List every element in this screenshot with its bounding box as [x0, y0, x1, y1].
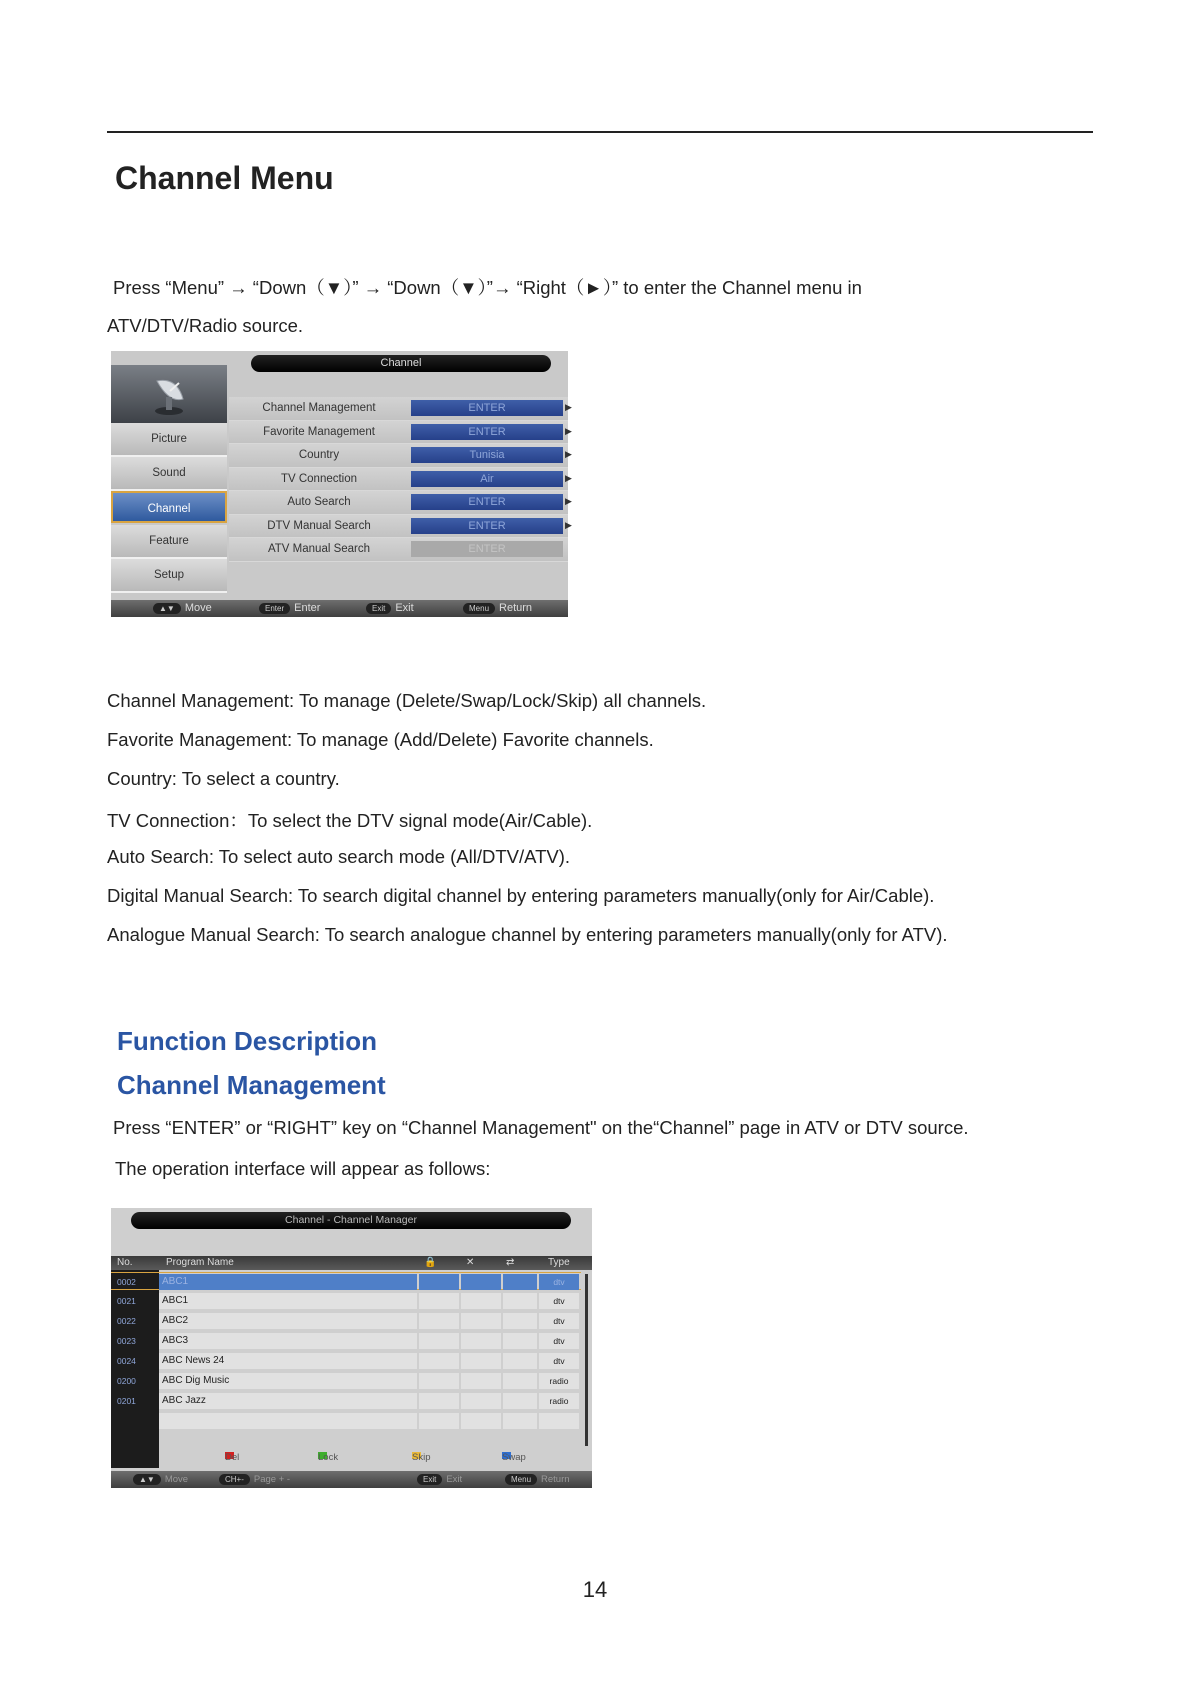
header-no: No. — [117, 1257, 133, 1268]
channel-number: 0021 — [117, 1296, 136, 1306]
footer-move: ▲▼ Move — [133, 1474, 188, 1485]
osd-title: Channel - Channel Manager — [131, 1212, 571, 1229]
desc-favorite-management: Favorite Management: To manage (Add/Delete) Favorite channels. — [107, 729, 654, 750]
program-name: ABC News 24 — [162, 1355, 225, 1366]
program-type: dtv — [553, 1277, 565, 1287]
page-number: 14 — [582, 1577, 608, 1602]
channel-menu-screenshot — [111, 351, 572, 617]
menu-key-icon: Menu — [463, 603, 495, 614]
page-title: Channel Menu — [115, 160, 334, 196]
option-country[interactable] — [229, 444, 572, 468]
program-type: radio — [549, 1376, 569, 1386]
option-channel-management[interactable] — [229, 397, 572, 421]
channel-number: 0200 — [117, 1376, 136, 1386]
cm-line-1: Press “ENTER” or “RIGHT” key on “Channel Management" on the“Channel” page in ATV or DTV source. — [113, 1117, 969, 1138]
channel-category-icon-box — [111, 365, 227, 423]
option-favorite-management[interactable] — [229, 421, 572, 445]
arrow-right-icon: ▶ — [565, 496, 572, 506]
tab-feature[interactable]: Feature — [111, 525, 227, 559]
intro-line-2: ATV/DTV/Radio source. — [107, 315, 304, 336]
table-row[interactable] — [111, 1332, 581, 1350]
exit-key-icon: Exit — [366, 603, 391, 614]
desc-analogue-manual-search: Analogue Manual Search: To search analogue channel by entering parameters manually(only for ATV). — [107, 924, 948, 945]
table-row[interactable] — [111, 1272, 581, 1290]
channel-number: 0024 — [117, 1356, 136, 1366]
footer-exit: Exit Exit — [417, 1474, 462, 1485]
cm-line-2: The operation interface will appear as follows: — [115, 1158, 491, 1179]
empty-row — [111, 1412, 581, 1430]
desc-channel-management: Channel Management: To manage (Delete/Swap/Lock/Skip) all channels. — [107, 690, 707, 711]
intro-line-1: Press “Menu” → “Down（▼）” → “Down（▼）”→ “Right（►）” to enter the Channel menu in — [113, 277, 862, 298]
osd-footer — [111, 1471, 592, 1488]
option-value: ENTER — [411, 541, 563, 557]
arrow-right-icon: ▶ — [565, 402, 572, 412]
header-type: Type — [548, 1257, 570, 1268]
option-label: DTV Manual Search — [267, 519, 371, 532]
osd-title: Channel — [251, 355, 551, 372]
option-label: Channel Management — [262, 402, 376, 414]
top-rule — [107, 131, 1093, 133]
footer-page: CH+- Page + - — [219, 1474, 290, 1485]
swap-icon: ⇄ — [506, 1257, 515, 1268]
program-type: dtv — [553, 1316, 565, 1326]
channel-options-list — [229, 397, 572, 562]
updown-key-icon: ▲▼ — [133, 1474, 161, 1485]
option-label: Country — [298, 449, 340, 461]
arrow-right-icon: ▶ — [565, 425, 572, 436]
option-dtv-manual-search[interactable] — [229, 515, 572, 539]
color-key-legend: Del Lock Skip Swap — [225, 1452, 526, 1463]
program-name: ABC Jazz — [162, 1395, 206, 1406]
footer-return: Menu Return — [505, 1474, 570, 1485]
option-atv-manual-search[interactable] — [229, 538, 568, 562]
lock-icon: 🔒 — [424, 1257, 437, 1268]
tab-setup[interactable]: Setup — [111, 559, 227, 593]
satellite-dish-icon — [151, 373, 191, 417]
channel-number: 0022 — [117, 1316, 136, 1326]
option-value: ENTER — [411, 494, 563, 510]
program-type: dtv — [553, 1356, 565, 1366]
subsection-title: Channel Management — [117, 1070, 386, 1100]
program-name: ABC Dig Music — [162, 1375, 230, 1386]
option-auto-search[interactable] — [229, 491, 572, 515]
channel-number: 0002 — [117, 1277, 136, 1287]
program-type: radio — [549, 1396, 569, 1406]
osd-footer — [111, 600, 568, 617]
option-value: ENTER — [411, 400, 563, 416]
option-label: Auto Search — [287, 496, 351, 508]
menu-key-icon: Menu — [505, 1474, 537, 1485]
delete-icon: ✕ — [466, 1257, 475, 1268]
program-name: ABC3 — [162, 1335, 189, 1346]
channel-manager-screenshot — [111, 1208, 592, 1488]
enter-key-icon: Enter — [259, 603, 290, 614]
section-title: Function Description — [117, 1026, 377, 1056]
footer-enter: Enter Enter — [259, 602, 320, 614]
program-type: dtv — [553, 1296, 565, 1306]
program-name: ABC2 — [162, 1315, 189, 1326]
tab-picture[interactable]: Picture — [111, 423, 227, 457]
channel-number: 0023 — [117, 1336, 136, 1346]
table-row[interactable] — [111, 1372, 581, 1390]
table-row[interactable] — [111, 1292, 581, 1310]
option-value: ENTER — [411, 424, 563, 440]
program-name: ABC1 — [162, 1295, 189, 1306]
desc-tv-connection: TV Connection：To select the DTV signal mode(Air/Cable). — [107, 810, 593, 831]
option-value: Air — [411, 471, 563, 487]
channel-number: 0201 — [117, 1396, 136, 1406]
footer-move: ▲▼ Move — [153, 602, 212, 614]
table-header — [111, 1256, 592, 1270]
scrollbar[interactable] — [585, 1274, 588, 1446]
header-program-name: Program Name — [166, 1257, 234, 1268]
arrow-right-icon: ▶ — [565, 449, 572, 459]
footer-return: Menu Return — [463, 602, 532, 614]
arrow-right-icon: ▶ — [565, 519, 572, 530]
exit-key-icon: Exit — [417, 1474, 442, 1485]
table-row[interactable] — [111, 1352, 581, 1370]
updown-key-icon: ▲▼ — [153, 603, 181, 614]
option-tv-connection[interactable] — [229, 468, 572, 492]
tab-sound[interactable]: Sound — [111, 457, 227, 491]
footer-exit: Exit Exit — [366, 602, 414, 614]
table-row[interactable] — [111, 1392, 581, 1410]
arrow-right-icon: ▶ — [565, 472, 572, 483]
program-name: ABC1 — [162, 1276, 189, 1287]
tab-channel[interactable]: Channel — [111, 491, 227, 523]
option-label: ATV Manual Search — [267, 543, 371, 555]
desc-auto-search: Auto Search: To select auto search mode (All/DTV/ATV). — [107, 846, 571, 867]
program-type: dtv — [553, 1336, 565, 1346]
option-label: TV Connection — [280, 472, 358, 485]
option-label: Favorite Management — [263, 425, 375, 438]
ch-key-icon: CH+- — [219, 1474, 250, 1485]
desc-digital-manual-search: Digital Manual Search: To search digital channel by entering parameters manually(only for Air/Cable). — [107, 885, 935, 906]
desc-country: Country: To select a country. — [107, 768, 340, 789]
option-value: Tunisia — [411, 447, 563, 463]
option-value: ENTER — [411, 518, 563, 534]
table-row[interactable] — [111, 1312, 581, 1330]
